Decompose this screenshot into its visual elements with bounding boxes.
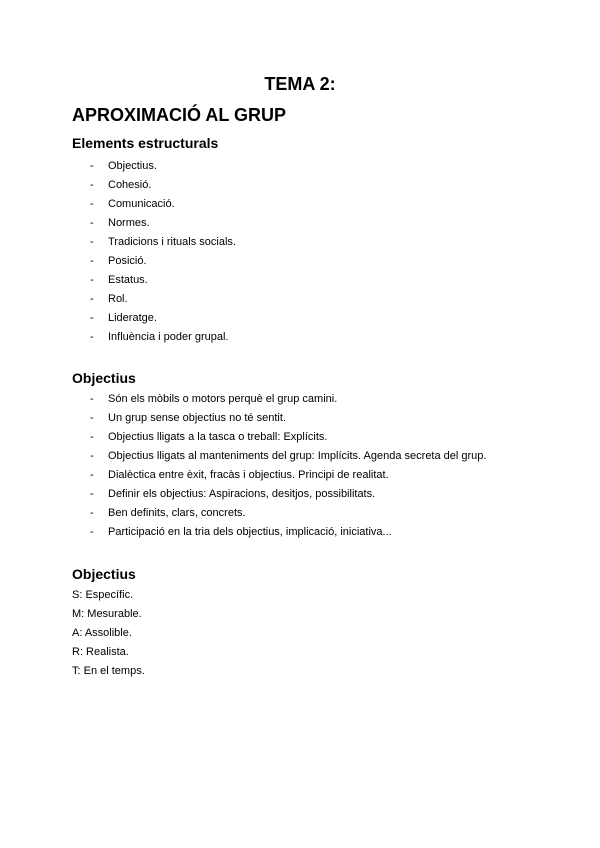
- list-item-text: Ben definits, clars, concrets.: [108, 507, 246, 519]
- list-item-text: Són els mòbils o motors perquè el grup camini.: [108, 393, 338, 405]
- list-item-text: Definir els objectius: Aspiracions, desitjos, possibilitats.: [108, 488, 376, 500]
- bullet-dash: -: [90, 488, 94, 500]
- smart-list: [72, 586, 145, 681]
- list-item-text: Posició.: [108, 255, 147, 267]
- list-item-text: Participació en la tria dels objectius, implicació, iniciativa...: [108, 526, 392, 538]
- bullet-dash: -: [90, 469, 94, 481]
- list-item-text: Dialèctica entre èxit, fracàs i objectius. Principi de realitat.: [108, 469, 389, 481]
- section-heading-smart: Objectius: [72, 566, 136, 582]
- smart-line: A: Assolible.: [72, 627, 132, 639]
- list-item-text: Tradicions i rituals socials.: [108, 236, 236, 248]
- smart-line: T: En el temps.: [72, 665, 145, 677]
- list-item-text: Objectius lligats a la tasca o treball: Explícits.: [108, 431, 328, 443]
- list-item-text: Lideratge.: [108, 312, 157, 324]
- section-heading-objectius: Objectius: [72, 370, 136, 386]
- list-item-text: Un grup sense objectius no té sentit.: [108, 412, 286, 424]
- bullet-dash: -: [90, 312, 94, 324]
- list-item-text: Objectius lligats al manteniments del grup: Implícits. Agenda secreta del grup.: [108, 450, 487, 462]
- bullet-dash: -: [90, 179, 94, 191]
- smart-line: S: Específic.: [72, 589, 134, 601]
- list-item-text: Comunicació.: [108, 198, 175, 210]
- bullet-dash: -: [90, 236, 94, 248]
- bullet-dash: -: [90, 507, 94, 519]
- bullet-dash: -: [90, 431, 94, 443]
- bullet-dash: -: [90, 293, 94, 305]
- smart-line: M: Mesurable.: [72, 608, 142, 620]
- bullet-dash: -: [90, 255, 94, 267]
- smart-line: R: Realista.: [72, 646, 129, 658]
- section-heading-elements: Elements estructurals: [72, 135, 219, 151]
- main-heading: APROXIMACIÓ AL GRUP: [72, 105, 287, 125]
- list-item-text: Estatus.: [108, 274, 148, 286]
- bullet-dash: -: [90, 412, 94, 424]
- bullet-dash: -: [90, 331, 94, 343]
- list-item-text: Objectius.: [108, 160, 157, 172]
- list-item-text: Rol.: [108, 293, 128, 305]
- list-item-text: Influència i poder grupal.: [108, 331, 229, 343]
- bullet-dash: -: [90, 450, 94, 462]
- document-title: TEMA 2:: [264, 74, 336, 94]
- bullet-dash: -: [90, 198, 94, 210]
- list-item-text: Cohesió.: [108, 179, 152, 191]
- bullet-dash: -: [90, 274, 94, 286]
- bullet-dash: -: [90, 526, 94, 538]
- list-item-text: Normes.: [108, 217, 150, 229]
- bullet-dash: -: [90, 393, 94, 405]
- bullet-dash: -: [90, 217, 94, 229]
- bullet-dash: -: [90, 160, 94, 172]
